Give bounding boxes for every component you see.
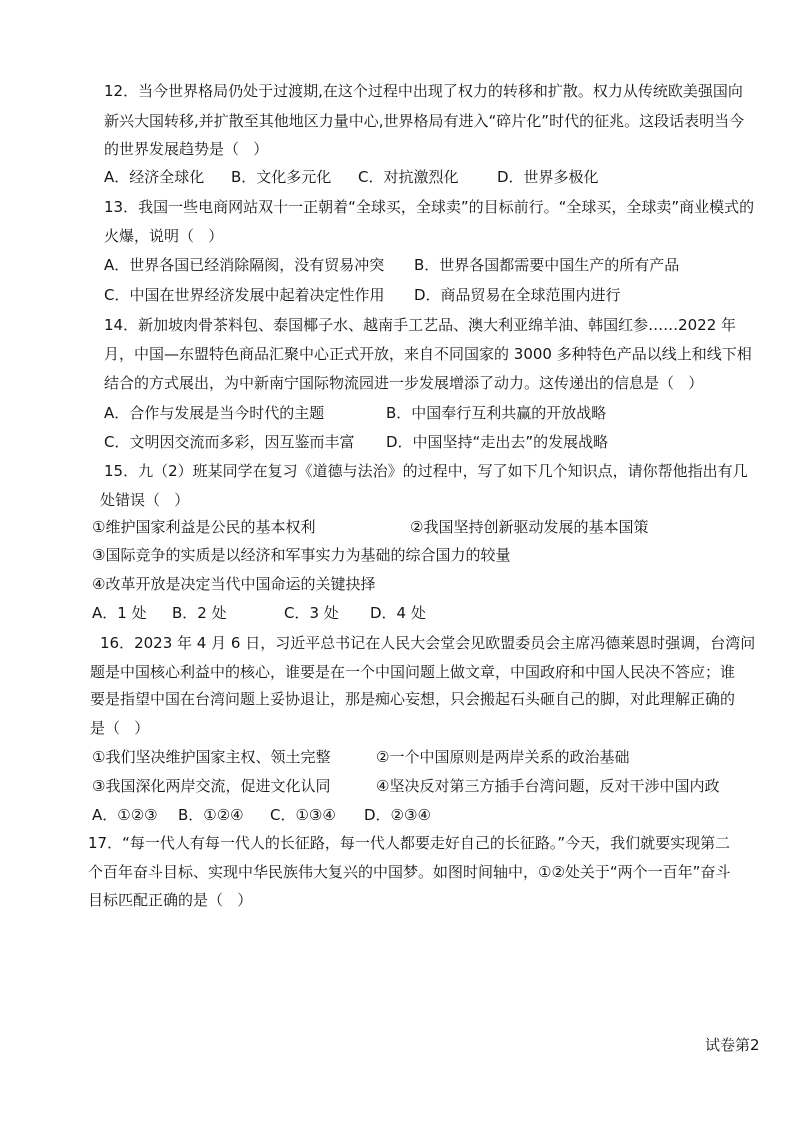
q16-line-4: 是（ ） xyxy=(90,719,150,737)
q17-line-2: 个百年奋斗目标、实现中华民族伟大复兴的中国梦。如图时间轴中，①②处关于“两个一百年”奋斗 xyxy=(88,863,731,881)
q14-line-1: 14．新加坡肉骨茶料包、泰国椰子水、越南手工艺品、澳大利亚绵羊油、韩国红参……2022 年 xyxy=(104,316,737,334)
q16-option-d: D．②③④ xyxy=(364,806,431,824)
q15-line-1: 15．九（2）班某同学在复习《道德与法治》的过程中，写了如下几个知识点，请你帮他指出有几 xyxy=(104,462,748,480)
q15-item-3: ③国际竞争的实质是以经济和军事实力为基础的综合国力的较量 xyxy=(92,546,511,564)
q13-options-row-2 xyxy=(104,284,784,306)
q16-option-b: B．①②④ xyxy=(178,806,244,824)
q15-option-a: A．1 处 xyxy=(92,604,147,622)
q16-items-row-2 xyxy=(92,775,782,797)
q12-option-a: A．经济全球化 xyxy=(104,168,205,186)
q12-options xyxy=(104,166,784,188)
q16-item-1: ①我们坚决维护国家主权、领土完整 xyxy=(92,748,331,766)
q14-options-row-1 xyxy=(104,402,784,424)
q16-options xyxy=(92,804,782,826)
q13-line-1: 13．我国一些电商网站双十一正朝着“全球买，全球卖”的目标前行。“全球买，全球卖”商业模式的 xyxy=(104,198,755,216)
q13-line-2: 火爆，说明（ ） xyxy=(104,227,224,245)
q12-option-d: D．世界多极化 xyxy=(497,168,599,186)
q13-option-a: A．世界各国已经消除隔阂，没有贸易冲突 xyxy=(104,256,385,274)
q13-option-d: D．商品贸易在全球范围内进行 xyxy=(414,286,621,304)
q14-options-row-2 xyxy=(104,431,784,453)
q16-line-2: 题是中国核心利益中的核心，谁要是在一个中国问题上做文章，中国政府和中国人民决不答应；谁 xyxy=(90,663,736,681)
q13-option-c: C．中国在世界经济发展中起着决定性作用 xyxy=(104,286,385,304)
q16-line-1: 16．2023 年 4 月 6 日，习近平总书记在人民大会堂会见欧盟委员会主席冯德莱恩时强调，台湾问 xyxy=(100,634,756,652)
q14-option-d: D．中国坚持“走出去”的发展战略 xyxy=(386,433,609,451)
q16-option-a: A．①②③ xyxy=(92,806,158,824)
q12-line-1: 12．当今世界格局仍处于过渡期,在这个过程中出现了权力的转移和扩散。权力从传统欧美强国向 xyxy=(104,82,743,100)
q15-item-2: ②我国坚持创新驱动发展的基本国策 xyxy=(410,518,649,536)
q16-option-c: C．①③④ xyxy=(270,806,336,824)
q16-item-2: ②一个中国原则是两岸关系的政治基础 xyxy=(376,748,630,766)
q12-line-2: 新兴大国转移,并扩散至其他地区力量中心,世界格局有进入“碎片化”时代的征兆。这段话表明当今 xyxy=(104,112,745,130)
q14-option-c: C．文明因交流而多彩，因互鉴而丰富 xyxy=(104,433,355,451)
q14-line-2: 月，中国—东盟特色商品汇聚中心正式开放，来自不同国家的 3000 多种特色产品以线上和线下相 xyxy=(104,345,752,363)
q17-line-3: 目标匹配正确的是（ ） xyxy=(88,891,253,909)
q16-items-row-1 xyxy=(92,746,782,768)
q14-option-b: B．中国奉行互利共赢的开放战略 xyxy=(386,404,607,422)
q15-items-row-1 xyxy=(92,516,782,538)
q12-line-3: 的世界发展趋势是（ ） xyxy=(104,140,269,158)
q14-option-a: A．合作与发展是当今时代的主题 xyxy=(104,404,325,422)
q16-item-3: ③我国深化两岸交流，促进文化认同 xyxy=(92,777,331,795)
q16-item-4: ④坚决反对第三方插手台湾问题，反对干涉中国内政 xyxy=(376,777,720,795)
q13-option-b: B．世界各国都需要中国生产的所有产品 xyxy=(414,256,680,274)
q15-item-1: ①维护国家利益是公民的基本权利 xyxy=(92,518,316,536)
q15-option-d: D．4 处 xyxy=(370,604,426,622)
q12-option-b: B．文化多元化 xyxy=(231,168,332,186)
q15-item-4: ④改革开放是决定当代中国命运的关键抉择 xyxy=(92,575,376,593)
page-number-label: 试卷第2 xyxy=(705,1036,760,1054)
q15-option-c: C．3 处 xyxy=(284,604,339,622)
q17-line-1: 17．“每一代人有每一代人的长征路，每一代人都要走好自己的长征路。”今天，我们就要实现第二 xyxy=(88,834,731,852)
q15-options xyxy=(92,602,782,624)
q12-option-c: C．对抗激烈化 xyxy=(358,168,459,186)
q16-line-3: 要是指望中国在台湾问题上妥协退让，那是痴心妄想，只会搬起石头砸自己的脚，对此理解正确的 xyxy=(90,690,736,708)
q15-line-2: 处错误（ ） xyxy=(100,491,190,509)
q14-line-3: 结合的方式展出，为中新南宁国际物流园进一步发展增添了动力。这传递出的信息是（ ） xyxy=(104,374,704,392)
q13-options-row-1 xyxy=(104,254,784,276)
q15-option-b: B．2 处 xyxy=(172,604,227,622)
